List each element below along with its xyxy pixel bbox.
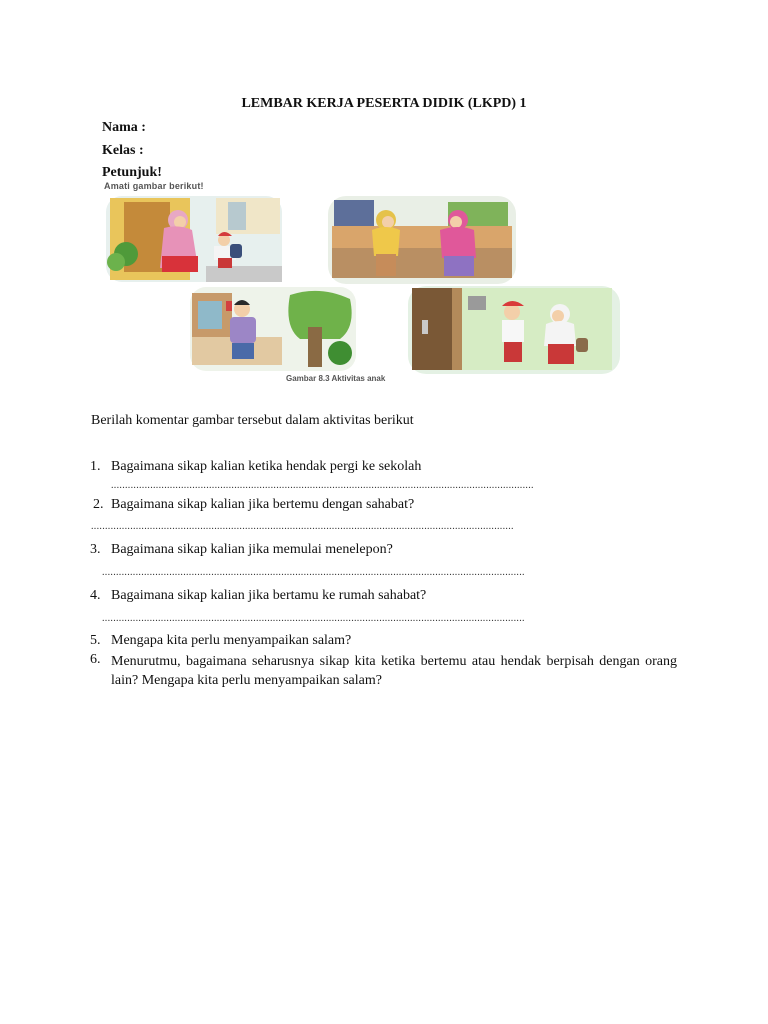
question-text: Mengapa kita perlu menyampaikan salam? [111, 633, 352, 648]
illustration-phone-call [190, 287, 356, 371]
question-number: 6. [90, 652, 101, 667]
illustration-leaving-for-school [106, 196, 282, 282]
answer-line[interactable]: ....................................................................................................................................................... [91, 521, 514, 532]
question-text: Bagaimana sikap kalian ketika hendak pergi ke sekolah [111, 459, 422, 474]
question-text: Bagaimana sikap kalian jika memulai menelepon? [111, 542, 393, 557]
illustration-visiting-house [408, 286, 620, 374]
answer-line[interactable]: ....................................................................................................................................................... [111, 480, 534, 491]
question-number: 5. [90, 633, 101, 648]
kelas-label: Kelas : [102, 143, 144, 158]
question-text: Menurutmu, bagaimana seharusnya sikap kita ketika bertemu atau hendak berpisah dengan orang lain? Mengapa kita perlu menyampaikan salam? [111, 654, 677, 688]
question-text: Bagaimana sikap kalian jika bertemu dengan sahabat? [111, 497, 415, 512]
nama-label: Nama : [102, 120, 146, 135]
question-number: 3. [90, 542, 101, 557]
instruction-text: Berilah komentar gambar tersebut dalam aktivitas berikut [91, 413, 414, 428]
question-number: 1. [90, 459, 101, 474]
question-number: 2. [93, 497, 104, 512]
answer-line[interactable]: ....................................................................................................................................................... [102, 567, 525, 578]
petunjuk-label: Petunjuk! [102, 165, 162, 180]
figure-instruction: Amati gambar berikut! [104, 181, 204, 191]
answer-line[interactable]: ....................................................................................................................................................... [102, 613, 525, 624]
illustration-meeting-friend [328, 196, 516, 284]
page-title: LEMBAR KERJA PESERTA DIDIK (LKPD) 1 [241, 96, 527, 111]
question-number: 4. [90, 588, 101, 603]
question-text: Bagaimana sikap kalian jika bertamu ke rumah sahabat? [111, 588, 427, 603]
figure-caption: Gambar 8.3 Aktivitas anak [286, 374, 386, 383]
